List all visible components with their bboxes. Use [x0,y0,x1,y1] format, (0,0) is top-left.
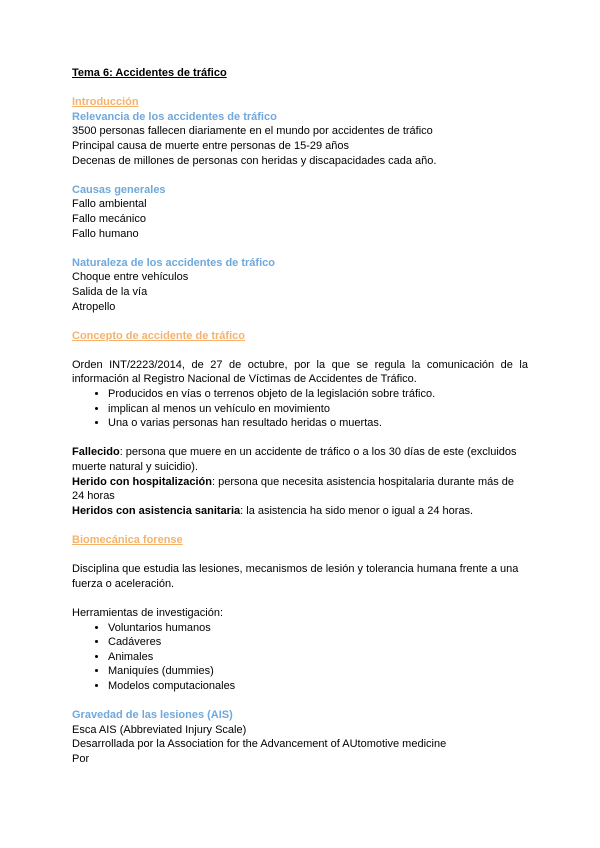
spacer [72,431,528,446]
tools-bullet-list [72,621,528,694]
heading-biomecanica: Biomecánica forense [72,534,183,546]
spacer [72,168,528,183]
document-title: Tema 6: Accidentes de tráfico [72,67,227,79]
document-content [72,66,528,767]
heading-introduccion: Introducción [72,96,139,109]
list-item: • Modelos computacionales [108,679,528,694]
definition-term: Herido con hospitalización [72,475,212,488]
heading-naturaleza: Naturaleza de los accidentes de tráfico [72,256,275,269]
spacer [72,241,528,256]
naturaleza-item: Atropello [72,300,116,313]
orden-paragraph: Orden INT/2223/2014, de 27 de octubre, por la que se regula la comunicación de la información al Registro Nacional de Víctimas de Accidentes de Tráfico. [72,358,528,386]
spacer [72,518,528,533]
concepto-bullet-list [72,387,528,431]
definition-term: Fallecido [72,446,120,459]
spacer [72,591,528,606]
spacer [72,694,528,709]
heading-relevancia: Relevancia de los accidentes de tráfico [72,110,277,123]
spacer [72,548,528,563]
causa-item: Fallo mecánico [72,212,146,225]
definition-herido-hospitalizacion [72,475,528,504]
spacer [72,343,528,358]
list-item: • Voluntarios humanos [108,621,528,636]
gravedad-line: Desarrollada por la Association for the Advancement of AUtomotive medicine [72,738,447,751]
definition-term: Heridos con asistencia sanitaria [72,504,241,517]
definition-text: : la asistencia ha sido menor o igual a 24 horas. [240,504,474,517]
list-item: • Cadáveres [108,635,528,650]
spacer [72,314,528,329]
gravedad-line: Por [72,752,90,765]
list-item: • Producidos en vías o terrenos objeto de la legislación sobre tráfico. [108,387,528,402]
heading-causas: Causas generales [72,183,166,196]
list-item: • implican al menos un vehículo en movimiento [108,402,528,417]
causa-item: Fallo humano [72,227,139,240]
definition-heridos-asistencia [72,504,528,519]
list-item: • Animales [108,650,528,665]
heading-concepto: Concepto de accidente de tráfico [72,329,245,342]
causa-item: Fallo ambiental [72,198,147,211]
list-item: • Una o varias personas han resultado heridas o muertas. [108,416,528,431]
tools-label: Herramientas de investigación: [72,606,224,619]
naturaleza-item: Salida de la vía [72,285,148,298]
naturaleza-item: Choque entre vehículos [72,271,189,284]
biomecanica-definition: Disciplina que estudia las lesiones, mecanismos de lesión y tolerancia humana frente a una fuerza o aceleración. [72,563,519,590]
definition-text: : persona que necesita asistencia hospitalaria durante más de 24 horas [72,475,515,503]
intro-line: Decenas de millones de personas con heridas y discapacidades cada año. [72,154,437,167]
definition-fallecido [72,445,528,474]
heading-gravedad: Gravedad de las lesiones (AIS) [72,709,233,722]
list-item: • Maniquíes (dummies) [108,664,528,679]
definition-text: : persona que muere en un accidente de tráfico o a los 30 días de este (excluidos muerte natural y suicidio). [72,446,517,474]
intro-line: 3500 personas fallecen diariamente en el mundo por accidentes de tráfico [72,125,433,138]
intro-line: Principal causa de muerte entre personas de 15-29 años [72,139,350,152]
gravedad-line: Esca AIS (Abbreviated Injury Scale) [72,723,247,736]
